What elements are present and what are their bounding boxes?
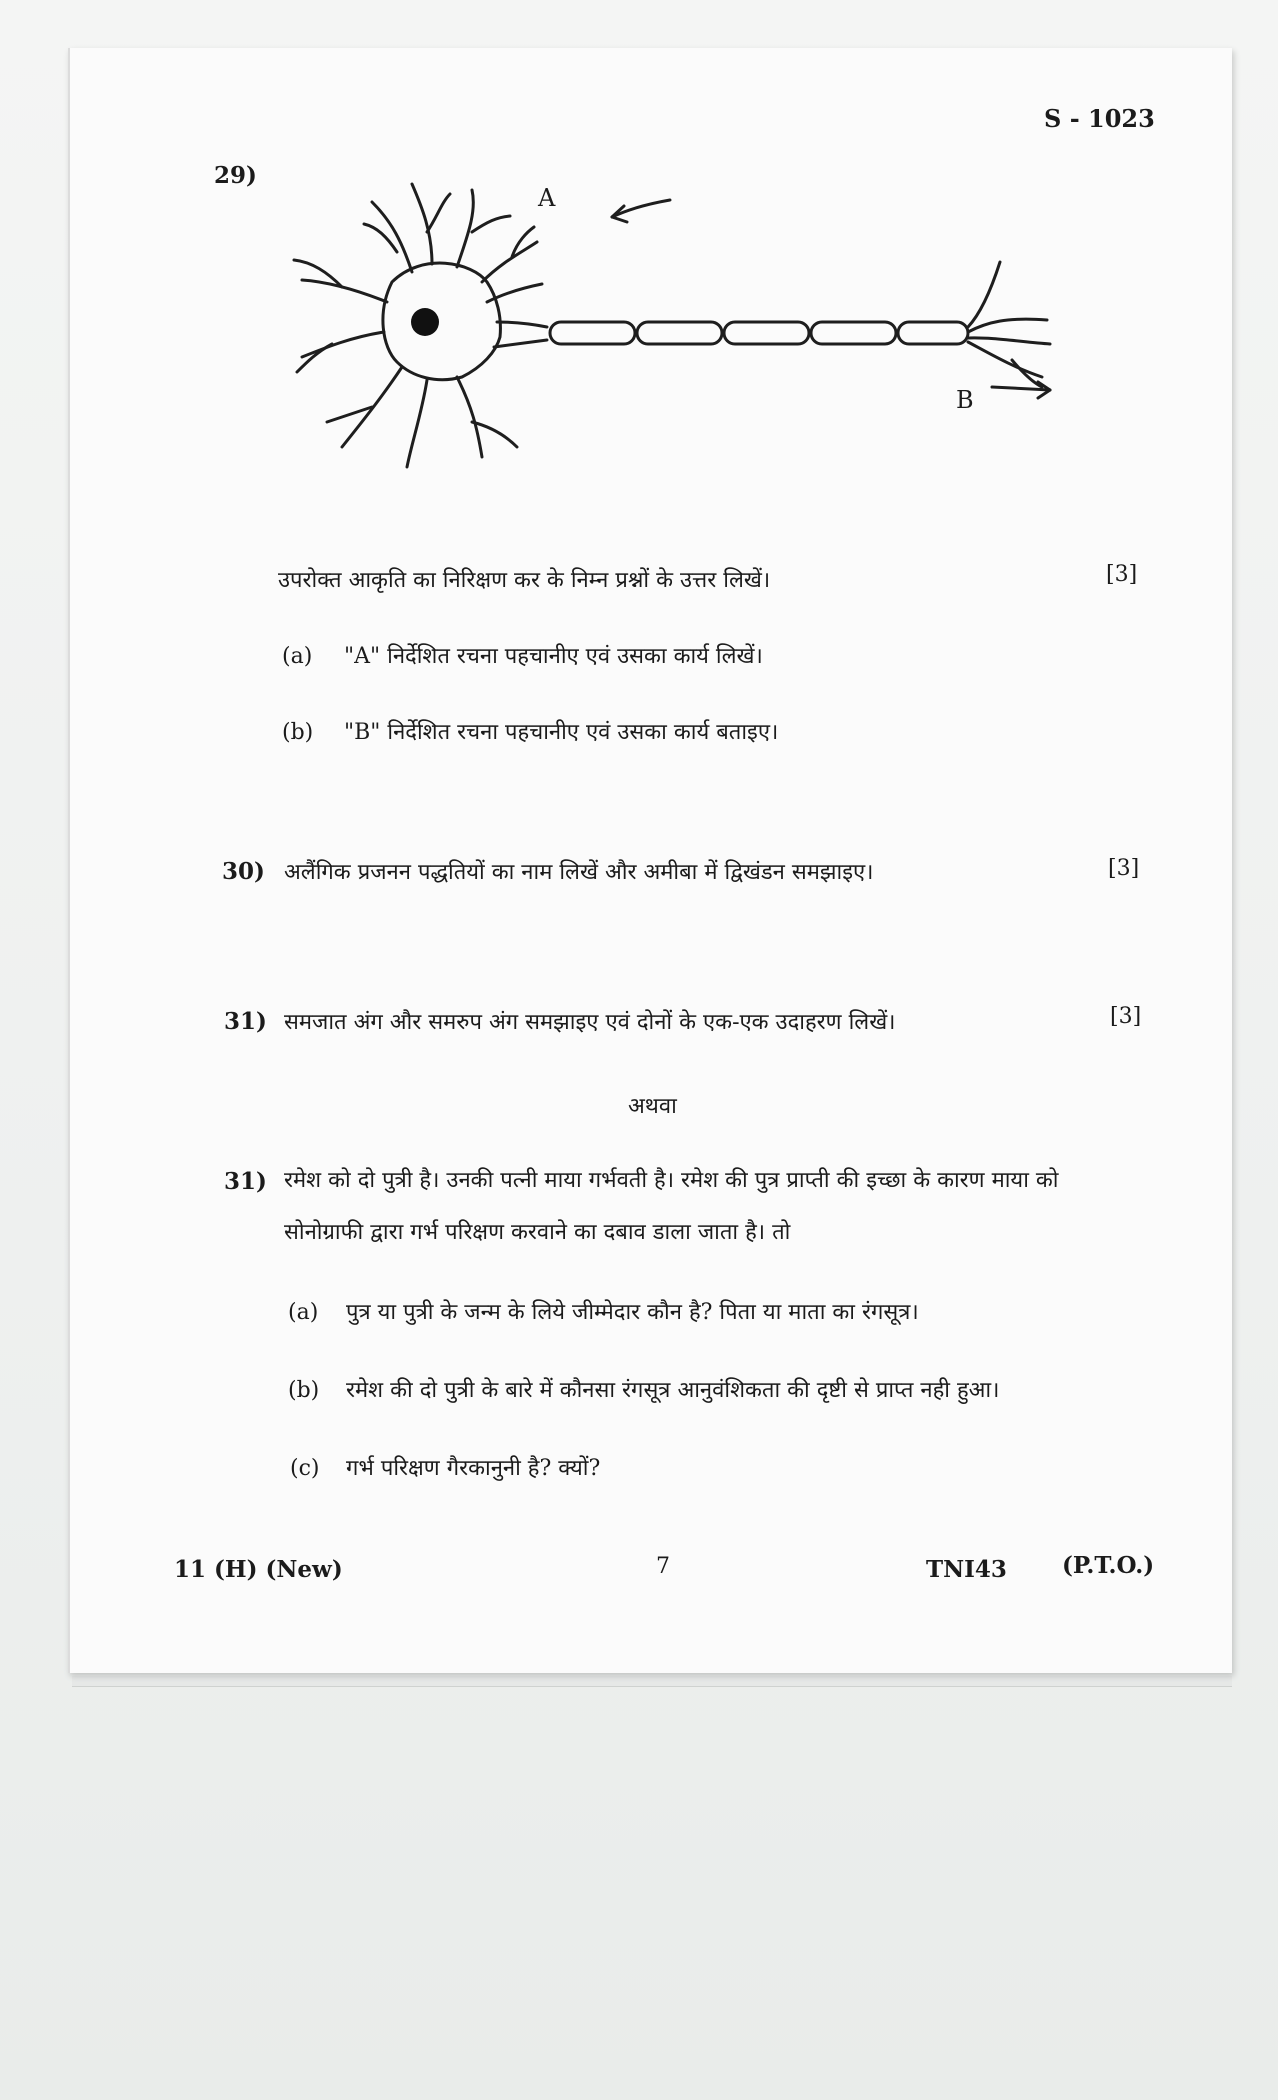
q31-alt-part-c-text: गर्भ परिक्षण गैरकानुनी है? क्यों? (346, 1456, 601, 1481)
footer-course: 11 (H) (New) (174, 1556, 343, 1583)
or-divider: अथवा (628, 1094, 677, 1119)
q31-alt-part-a-label: (a) (288, 1300, 319, 1325)
q31-alt-part-c-label: (c) (290, 1456, 320, 1481)
paper-stack-edge (72, 1676, 1232, 1687)
question-31-number: 31) (224, 1008, 267, 1035)
q31-alt-part-b-label: (b) (288, 1378, 320, 1403)
question-31-text: समजात अंग और समरुप अंग समझाइए एवं दोनों के एक-एक उदाहरण लिखें। (284, 1010, 896, 1035)
q31-alt-part-a-text: पुत्र या पुत्री के जन्म के लिये जीम्मेदार कौन है? पिता या माता का रंगसूत्र। (346, 1300, 919, 1325)
question-29-instruction: उपरोक्त आकृति का निरिक्षण कर के निम्न प्रश्नों के उत्तर लिखें। (278, 568, 771, 593)
q29-part-a-text: "A" निर्देशित रचना पहचानीए एवं उसका कार्य लिखें। (344, 644, 763, 669)
footer-code: TNI43 (926, 1556, 1007, 1583)
question-31-alt-number: 31) (224, 1168, 267, 1195)
q29-part-b-label: (b) (282, 720, 314, 745)
question-30-marks: [3] (1108, 856, 1140, 881)
question-30-text: अलैंगिक प्रजनन पद्धतियों का नाम लिखें और अमीबा में द्विखंडन समझाइए। (284, 860, 874, 885)
label-b: B (956, 386, 974, 414)
label-a: A (538, 184, 556, 212)
question-29-marks: [3] (1106, 562, 1138, 587)
q29-part-b-text: "B" निर्देशित रचना पहचानीए एवं उसका कार्य बताइए। (344, 720, 779, 745)
footer-page-number: 7 (656, 1554, 670, 1579)
question-30-number: 30) (222, 858, 265, 885)
neuron-diagram (272, 172, 1072, 492)
q29-part-a-label: (a) (282, 644, 313, 669)
question-31-marks: [3] (1110, 1004, 1142, 1029)
footer-pto: (P.T.O.) (1062, 1552, 1155, 1579)
q31-alt-part-b-text: रमेश की दो पुत्री के बारे में कौनसा रंगसूत्र आनुवंशिकता की दृष्टी से प्राप्त नही हुआ। (346, 1378, 1000, 1403)
question-31-alt-line2: सोनोग्राफी द्वारा गर्भ परिक्षण करवाने का दबाव डाला जाता है। तो (284, 1220, 791, 1245)
question-31-alt-line1: रमेश को दो पुत्री है। उनकी पत्नी माया गर्भवती है। रमेश की पुत्र प्राप्ती की इच्छा के कारण माया को (284, 1168, 1059, 1193)
question-29-number: 29) (214, 162, 257, 189)
paper-code: S - 1023 (1044, 104, 1155, 133)
